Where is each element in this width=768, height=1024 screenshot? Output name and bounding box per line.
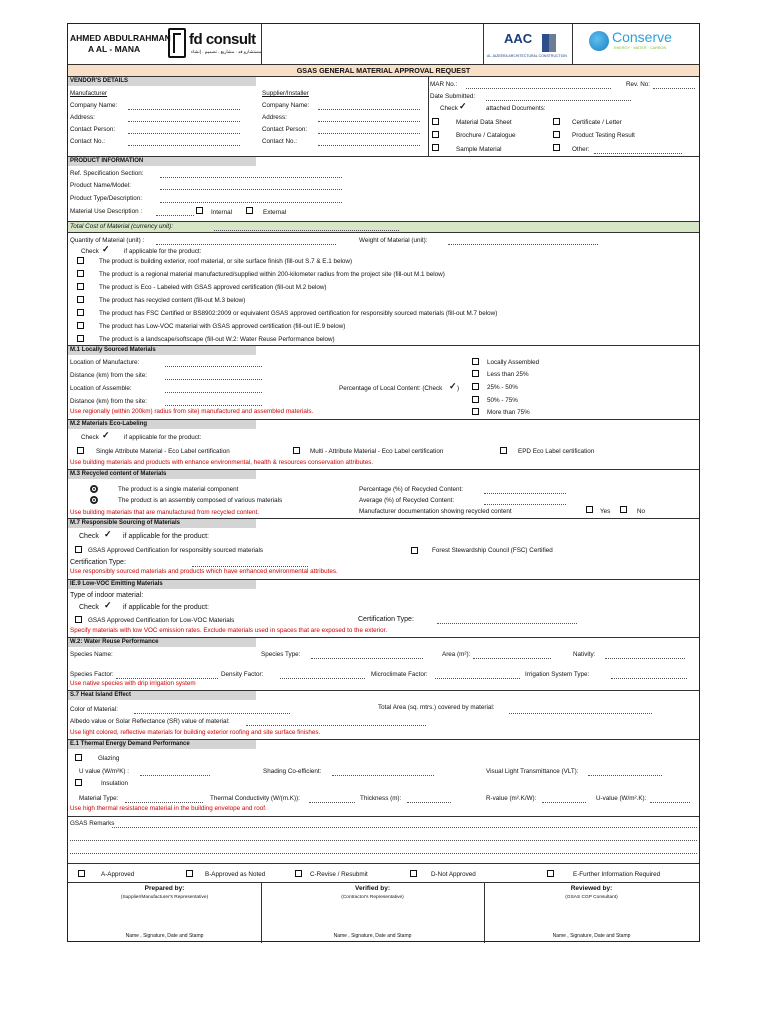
reviewed-by-footer: Name , Signature, Date and Stamp [552,933,631,939]
local-option-label-3: 25% - 50% [487,384,518,391]
m7-check-mark-icon: ✓ [104,529,112,539]
m1-note: Use regionally (within 200km) radius from site) manufactured and assembled materials. [70,408,314,415]
local-option-checkbox-2[interactable] [472,370,479,377]
s7-note: Use light colored, reflective materials for building exterior roofing and site surface finishes. [70,729,321,736]
m3-pct-field[interactable] [484,493,566,494]
prepared-by-footer: Name , Signature, Date and Stamp [125,933,204,939]
product-check-label: Check [81,248,99,255]
quantity-label: Quantity of Material (unit) : [70,237,145,244]
external-label: External [263,209,287,216]
u-value2-label: U-value (W/m².K): [596,795,647,802]
albedo-field[interactable] [246,725,426,726]
local-option-label-4: 50% - 75% [487,397,518,404]
product-option-label-3: The product is Eco - Labeled with GSAS approved certification (fill-out M.2 below) [99,284,327,291]
m7-section-heading: M.7 Responsible Sourcing of Materials [68,519,256,528]
m2-check-label: Check [81,434,99,441]
m7-cert-type-field[interactable] [192,566,308,567]
remarks-field-line-2[interactable] [70,840,697,841]
verified-by-footer: Name , Signature, Date and Stamp [333,933,412,939]
m2-single-checkbox[interactable] [77,447,84,454]
ie9-section-heading: IE.9 Low-VOC Emitting Materials [68,580,256,589]
remarks-field-line-1[interactable] [112,827,697,828]
product-option-label-4: The product has recycled content (fill-out M.3 below) [99,297,246,304]
doc-label-testing: Product Testing Result [572,132,635,139]
approval-b-checkbox[interactable] [186,870,193,877]
ie9-check-label: Check [79,604,99,611]
globe-icon [589,31,609,51]
m3-assembly-radio[interactable] [90,496,98,504]
irrigation-field[interactable] [611,678,687,679]
approval-d-label: D-Not Approved [431,871,476,878]
total-cost-label: Total Cost of Material (currency unit): [70,223,174,230]
ref-spec-field[interactable] [160,177,342,178]
thermal-cond-label: Thermal Conductivity (W/(m.K)): [210,795,300,802]
doc-label-other: Other: [572,146,590,153]
mfr-company-name-field[interactable] [128,109,240,110]
m3-single-label: The product is a single material component [118,486,239,493]
m2-epd-label: EPD Eco Label certification [518,448,595,455]
vlt-label: Visual Light Transmittance (VLT): [486,768,579,775]
product-option-checkbox-7[interactable] [77,335,84,342]
verified-by-title: Verified by: [354,885,391,892]
approval-a-label: A-Approved [101,871,135,878]
color-label: Color of Material: [70,706,118,713]
product-option-label-7: The product is a landscape/softscape (fill-out W.2: Water Reuse Performance below) [99,336,335,343]
m7-gsas-label: GSAS Approved Certification for responsibly sourced materials [88,547,263,554]
check-label: Check [440,105,458,112]
thickness-field[interactable] [407,802,451,803]
doc-label-certificate: Certificate / Letter [572,119,622,126]
product-option-checkbox-5[interactable] [77,309,84,316]
approval-c-checkbox[interactable] [295,870,302,877]
glazing-label: Glazing [98,755,120,762]
doc-checkbox-testing[interactable] [553,131,560,138]
product-option-label-5: The product has FSC Certified or BS8902:2009 or equivalent GSAS approved certification for responsibly sourced materials (fill-out M.7 below) [99,310,498,317]
sup-address-label: Address: [262,114,287,121]
product-option-checkbox-1[interactable] [77,257,84,264]
ie9-cert-type-label: Certification Type: [358,616,414,623]
doc-label-brochure: Brochure / Catalogue [456,132,516,139]
remarks-field-line-3[interactable] [70,853,697,854]
local-option-label-5: More than 75% [487,409,530,416]
approval-b-label: B-Approved as Noted [205,871,266,878]
mar-no-field[interactable] [466,88,611,89]
local-option-checkbox-4[interactable] [472,396,479,403]
density-label: Density Factor: [221,671,264,678]
m2-applicable-label: if applicable for the product: [124,434,202,441]
loc-assemble-field[interactable] [165,392,262,393]
r-value-field[interactable] [542,802,586,803]
species-type-field[interactable] [311,658,423,659]
loc-assemble-label: Location of Assemble: [70,385,132,392]
ref-spec-label: Ref. Specification Section: [70,170,144,177]
sup-address-field[interactable] [318,121,420,122]
material-type-label: Material Type: [79,795,119,802]
product-option-checkbox-3[interactable] [77,283,84,290]
fd-logo-subtitle: مستشارو فد . مشاريع . تصميم . إنشاء [191,49,262,54]
microclimate-field[interactable] [435,678,520,679]
pct-local-check-icon: ✓ [449,381,457,391]
m2-multi-checkbox[interactable] [293,447,300,454]
material-type-field[interactable] [125,802,203,803]
m2-epd-checkbox[interactable] [500,447,507,454]
aac-logo: AAC [504,31,533,46]
weight-field[interactable] [448,244,598,245]
sup-company-name-label: Company Name: [262,102,310,109]
m7-gsas-checkbox[interactable] [75,546,82,553]
sup-contact-person-label: Contact Person: [262,126,308,133]
ie9-gsas-checkbox[interactable] [75,616,82,623]
pct-local-label: Percentage of Local Content: (Check [339,385,443,392]
manufacturer-label: Manufacturer [70,90,108,97]
check-mark-icon: ✓ [459,101,467,111]
dist2-field[interactable] [165,405,262,406]
form-page [67,23,700,942]
company-name-line2: A AL - MANA [88,44,141,54]
s7-section-heading: S.7 Heat Island Effect [68,691,256,700]
product-name-label: Product Name/Model: [70,182,131,189]
mfr-contact-person-field[interactable] [128,133,240,134]
area-field[interactable] [473,658,551,659]
m3-yes-checkbox[interactable] [586,506,593,513]
w2-note: Use native species with drip irrigation system [70,680,196,687]
u-value-label: U value (W/m²K) : [79,768,130,775]
product-name-field[interactable] [160,189,342,190]
m7-applicable-label: if applicable for the product: [123,533,209,540]
use-desc-field[interactable] [156,215,194,216]
local-option-label-2: Less than 25% [487,371,529,378]
loc-manufacture-label: Location of Manufacture: [70,359,140,366]
product-option-checkbox-6[interactable] [77,322,84,329]
m3-doc-label: Manufacturer documentation showing recycled content [359,508,512,515]
m3-no-checkbox[interactable] [620,506,627,513]
product-applicable-label: if applicable for the product: [124,248,202,255]
doc-other-field[interactable] [594,153,682,154]
reviewed-by-title: Reviewed by: [570,885,613,892]
remarks-label: GSAS Remarks [70,820,115,827]
area-label: Area (m²): [442,651,471,658]
loc-manufacture-field[interactable] [165,366,262,367]
local-option-checkbox-5[interactable] [472,408,479,415]
species-name-label: Species Name: [70,651,113,658]
mfr-contact-person-label: Contact Person: [70,126,116,133]
conserve-subtitle: ENERGY · WATER · CARBON [614,46,667,50]
sup-company-name-field[interactable] [318,109,420,110]
total-area-label: Total Area (sq. mtrs.) covered by material: [378,704,495,711]
vlt-field[interactable] [588,775,662,776]
product-option-checkbox-2[interactable] [77,270,84,277]
vendor-section-heading: VENDOR'S DETAILS [68,77,256,86]
product-option-label-6: The product has Low-VOC material with GSAS approved certification (fill-out IE.9 below) [99,323,346,330]
use-desc-label: Material Use Description : [70,208,143,215]
m3-single-radio[interactable] [90,485,98,493]
u-value-field[interactable] [140,775,210,776]
sup-contact-no-label: Contact No.: [262,138,297,145]
color-field[interactable] [134,713,290,714]
reviewed-by-role: (GSAS CGP Consultant) [565,895,618,900]
approval-e-checkbox[interactable] [547,870,554,877]
product-option-label-1: The product is building exterior, roof material, or site surface finish (fill-out S.7 & E.1 below) [99,258,353,265]
pct-local-close: ) [457,385,460,392]
doc-label-data-sheet: Material Data Sheet [456,119,512,126]
m7-check-label: Check [79,533,99,540]
product-check-mark-icon: ✓ [102,244,110,254]
ie9-applicable-label: if applicable for the product: [123,604,209,611]
thermal-cond-field[interactable] [309,802,355,803]
product-option-label-2: The product is a regional material manufactured/supplied within 200-kilometer radius from the project site (fill-out M.1 below) [99,271,445,278]
m3-yes-label: Yes [600,508,611,515]
local-option-checkbox-3[interactable] [472,383,479,390]
doc-checkbox-other[interactable] [553,144,560,151]
supplier-label: Supplier/Installer [262,90,309,97]
approval-e-label: E-Further Information Required [573,871,661,878]
m3-avg-label: Average (%) of Recycled Content: [359,497,455,504]
ie9-check-mark-icon: ✓ [104,600,112,610]
insulation-checkbox[interactable] [75,779,82,786]
m2-multi-label: Multi - Attribute Material - Eco Label certification [310,448,444,455]
sup-contact-person-field[interactable] [318,133,420,134]
approval-d-checkbox[interactable] [410,870,417,877]
doc-checkbox-sample[interactable] [432,144,439,151]
aac-subtitle: AL JAZEERA ARCHITECTURAL CONSTRUCTION [487,54,567,58]
external-checkbox[interactable] [246,207,253,214]
ie9-cert-type-field[interactable] [437,623,577,624]
conserve-logo: Conserve [612,29,672,45]
density-field[interactable] [280,678,365,679]
product-type-label: Product Type/Description: [70,195,142,202]
m2-check-mark-icon: ✓ [102,430,110,440]
mfr-contact-no-label: Contact No.: [70,138,105,145]
m3-avg-field[interactable] [484,504,566,505]
doc-label-sample: Sample Material [456,146,502,153]
doc-checkbox-data-sheet[interactable] [432,118,439,125]
product-type-field[interactable] [160,202,342,203]
verified-by-role: (Contractor's Representative) [341,895,404,900]
dist1-field[interactable] [165,379,262,380]
shading-field[interactable] [332,775,434,776]
u-value2-field[interactable] [650,802,690,803]
doc-checkbox-brochure[interactable] [432,131,439,138]
m3-assembly-label: The product is an assembly composed of various materials [118,497,283,504]
m2-single-label: Single Attribute Material - Eco Label certification [96,448,230,455]
date-submitted-field[interactable] [486,100,631,101]
irrigation-label: Irrigation System Type: [525,671,590,678]
prepared-by-title: Prepared by: [144,885,185,892]
insulation-label: Insulation [101,780,128,787]
e1-note: Use high thermal resistance material in the building envelope and roof. [70,805,267,812]
local-option-label-1: Locally Assembled [487,359,540,366]
fd-logo-text: fd consult [189,31,256,48]
total-cost-field[interactable] [214,230,399,231]
mfr-address-label: Address: [70,114,95,121]
species-factor-field[interactable] [116,678,218,679]
local-option-checkbox-1[interactable] [472,358,479,365]
mfr-contact-no-field[interactable] [128,145,240,146]
date-submitted-label: Date Submitted: [430,93,476,100]
m7-note: Use responsibly sourced materials and products which have enhanced environmental attributes. [70,568,338,575]
form-title: GSAS GENERAL MATERIAL APPROVAL REQUEST [68,65,699,76]
company-name-line1: AHMED ABDULRAHMAN [70,33,171,43]
glazing-checkbox[interactable] [75,754,82,761]
species-factor-label: Species Factor: [70,671,114,678]
mfr-address-field[interactable] [128,121,240,122]
shading-label: Shading Co-efficient: [263,768,322,775]
ie9-type-indoor-label: Type of indoor material: [70,592,144,599]
doc-checkbox-certificate[interactable] [553,118,560,125]
product-option-checkbox-4[interactable] [77,296,84,303]
thickness-label: Thickness (m): [360,795,402,802]
fd-logo-icon [168,28,186,58]
total-area-field[interactable] [509,713,652,714]
attached-docs-label: attached Documents: [486,105,546,112]
e1-section-heading: E.1 Thermal Energy Demand Performance [68,740,256,749]
m7-fsc-label: Forest Stewardship Council (FSC) Certified [432,547,553,554]
r-value-label: R-value (m².K/W): [486,795,537,802]
ie9-gsas-label: GSAS Approved Certification for Low-VOC Materials [88,617,235,624]
weight-label: Weight of Material (unit): [359,237,428,244]
species-type-label: Species Type: [261,651,301,658]
nativity-field[interactable] [605,658,685,659]
m2-note: Use building materials and products with enhance environmental, health & resources conservation attributes. [70,459,374,466]
m7-fsc-checkbox[interactable] [411,547,418,554]
quantity-field[interactable] [156,244,336,245]
m2-section-heading: M.2 Materials Eco-Labeling [68,420,256,429]
internal-label: Internal [211,209,233,216]
m1-section-heading: M.1 Locally Sourced Materials [68,346,256,355]
m3-no-label: No [637,508,646,515]
sup-contact-no-field[interactable] [318,145,420,146]
w2-section-heading: W.2: Water Reuse Performance [68,638,256,647]
ie9-note: Specify materials with low VOC emission rates. Exclude materials used in spaces that are exposed to the exterior. [70,627,388,634]
m3-pct-label: Percentage (%) of Recycled Content: [359,486,463,493]
mfr-company-name-label: Company Name: [70,102,118,109]
microclimate-label: Microclimate Factor: [371,671,428,678]
albedo-label: Albedo value or Solar Reflectance (SR) value of material: [70,718,230,725]
m3-section-heading: M.3 Recycled content of Materials [68,470,256,479]
approval-a-checkbox[interactable] [78,870,85,877]
rev-no-label: Rev. No: [626,81,651,88]
dist1-label: Distance (km) from the site: [70,372,147,379]
prepared-by-role: (Supplier/Manufacturer's Representative) [120,895,209,900]
m3-note: Use building materials that are manufactured from recycled content. [70,509,259,516]
product-section-heading: PRODUCT INFORMATION [68,157,256,166]
rev-no-field[interactable] [653,88,695,89]
mar-no-label: MAR No.: [430,81,458,88]
approval-c-label: C-Revise / Resubmit [310,871,368,878]
dist2-label: Distance (km) from the site: [70,398,147,405]
aac-cube-icon [542,34,556,52]
m7-cert-type-label: Certification Type: [70,559,126,566]
nativity-label: Nativity: [573,651,596,658]
internal-checkbox[interactable] [196,207,203,214]
